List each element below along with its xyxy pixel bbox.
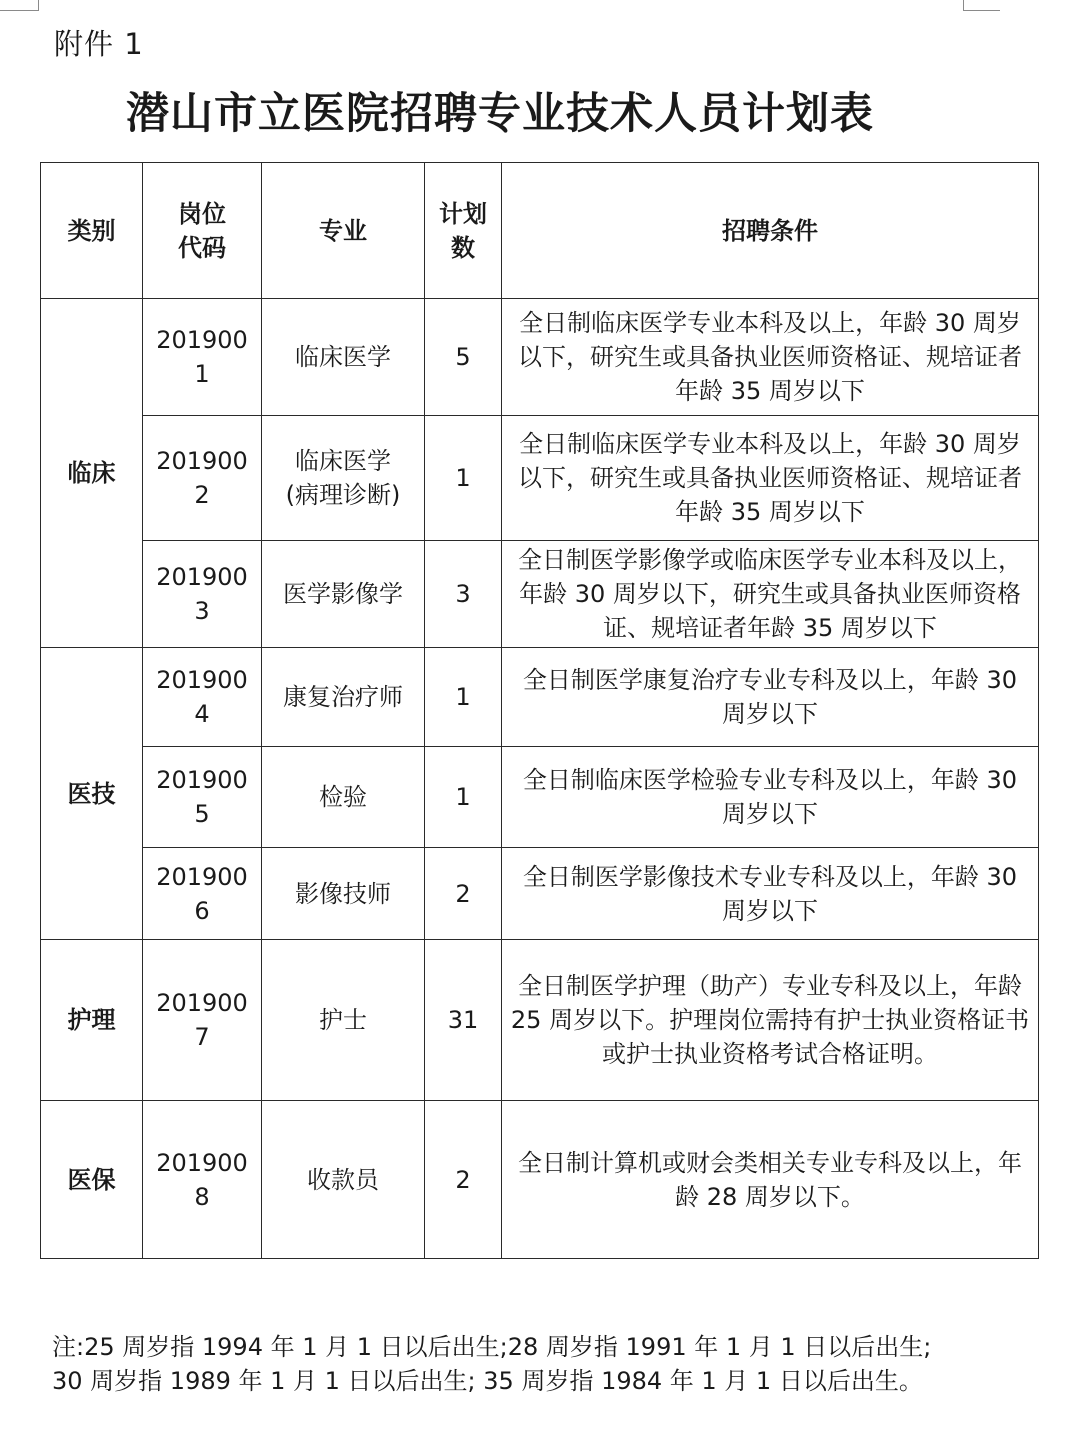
header-conditions: 招聘条件 — [502, 163, 1039, 299]
category-cell-nursing: 护理 — [41, 940, 143, 1101]
count-cell: 31 — [425, 940, 502, 1101]
footnote-line: 30 周岁指 1989 年 1 月 1 日以后出生; 35 周岁指 1984 年 1 月 1 日以后出生。 — [52, 1367, 923, 1395]
major-cell: 护士 — [262, 940, 425, 1101]
major-cell: 临床医学 — [262, 299, 425, 416]
page-title: 潜山市立医院招聘专业技术人员计划表 — [126, 89, 874, 139]
table-row — [41, 940, 1039, 1101]
table-row — [41, 541, 1039, 648]
post-code-cell: 2019004 — [143, 648, 262, 747]
table-row — [41, 648, 1039, 747]
conditions-cell: 全日制医学影像学或临床医学专业本科及以上，年龄 30 周岁以下，研究生或具备执业医师资格证、规培证者年龄 35 周岁以下 — [502, 541, 1039, 648]
count-cell: 2 — [425, 848, 502, 940]
recruitment-plan-table — [40, 162, 1039, 1259]
post-code-cell: 2019005 — [143, 747, 262, 848]
footnote — [52, 1330, 931, 1398]
count-cell: 1 — [425, 747, 502, 848]
header-count: 计划数 — [425, 163, 502, 299]
category-cell-clinical: 临床 — [41, 299, 143, 648]
major-cell: 康复治疗师 — [262, 648, 425, 747]
page-corner-mark-right — [963, 0, 1000, 11]
category-cell-insurance: 医保 — [41, 1101, 143, 1259]
count-cell: 3 — [425, 541, 502, 648]
post-code-cell: 2019002 — [143, 416, 262, 541]
count-cell: 5 — [425, 299, 502, 416]
count-cell: 1 — [425, 416, 502, 541]
footnote-line: 注:25 周岁指 1994 年 1 月 1 日以后出生;28 周岁指 1991 年 1 月 1 日以后出生; — [52, 1333, 932, 1361]
conditions-cell: 全日制计算机或财会类相关专业专科及以上，年龄 28 周岁以下。 — [502, 1101, 1039, 1259]
major-cell: 医学影像学 — [262, 541, 425, 648]
page-corner-mark-left — [0, 0, 39, 11]
count-cell: 1 — [425, 648, 502, 747]
conditions-cell: 全日制医学影像技术专业专科及以上，年龄 30 周岁以下 — [502, 848, 1039, 940]
count-cell: 2 — [425, 1101, 502, 1259]
conditions-cell: 全日制临床医学检验专业专科及以上，年龄 30 周岁以下 — [502, 747, 1039, 848]
major-cell: 收款员 — [262, 1101, 425, 1259]
post-code-cell: 2019008 — [143, 1101, 262, 1259]
table-row — [41, 1101, 1039, 1259]
header-category: 类别 — [41, 163, 143, 299]
table-row — [41, 848, 1039, 940]
table-row — [41, 299, 1039, 416]
conditions-cell: 全日制医学护理（助产）专业专科及以上，年龄 25 周岁以下。护理岗位需持有护士执业资格证书或护士执业资格考试合格证明。 — [502, 940, 1039, 1101]
major-cell: 临床医学(病理诊断) — [262, 416, 425, 541]
major-cell: 检验 — [262, 747, 425, 848]
conditions-cell: 全日制临床医学专业本科及以上，年龄 30 周岁以下，研究生或具备执业医师资格证、规培证者年龄 35 周岁以下 — [502, 416, 1039, 541]
major-cell: 影像技师 — [262, 848, 425, 940]
post-code-cell: 2019003 — [143, 541, 262, 648]
post-code-cell: 2019006 — [143, 848, 262, 940]
conditions-cell: 全日制医学康复治疗专业专科及以上，年龄 30 周岁以下 — [502, 648, 1039, 747]
table-row — [41, 416, 1039, 541]
table-row — [41, 747, 1039, 848]
category-cell-medical-tech: 医技 — [41, 648, 143, 940]
attachment-label: 附件 1 — [54, 27, 144, 61]
header-major: 专业 — [262, 163, 425, 299]
conditions-cell: 全日制临床医学专业本科及以上，年龄 30 周岁以下，研究生或具备执业医师资格证、规培证者年龄 35 周岁以下 — [502, 299, 1039, 416]
table-header-row — [41, 163, 1039, 299]
post-code-cell: 2019001 — [143, 299, 262, 416]
header-code: 岗位代码 — [143, 163, 262, 299]
post-code-cell: 2019007 — [143, 940, 262, 1101]
